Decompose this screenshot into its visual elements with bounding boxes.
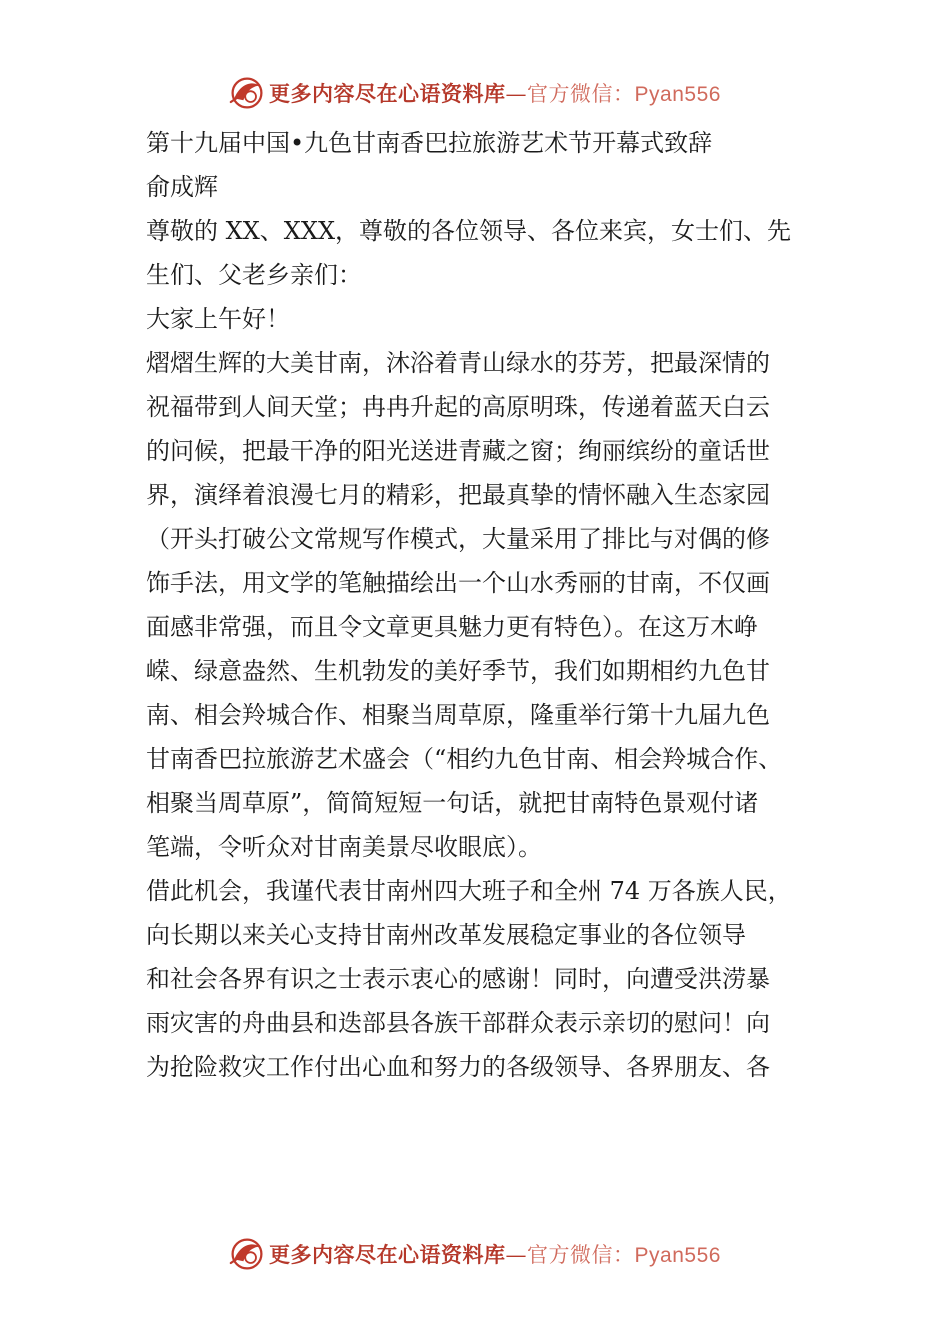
text-line: 嵘、绿意盎然、生机勃发的美好季节，我们如期相约九色甘 bbox=[146, 657, 770, 685]
header-banner-text bbox=[269, 78, 721, 108]
text-line: 笔端，令听众对甘南美景尽收眼底）。 bbox=[146, 833, 542, 861]
text-line: 界，演绎着浪漫七月的精彩，把最真挚的情怀融入生态家园 bbox=[146, 481, 770, 509]
header-wechat-id: Pyan556 bbox=[634, 83, 721, 106]
text-line: 相聚当周草原”，简简短短一句话，就把甘南特色景观付诸 bbox=[146, 789, 759, 817]
text-line: 向长期以来关心支持甘南州改革发展稳定事业的各位领导 bbox=[146, 921, 746, 949]
text-line: 熠熠生辉的大美甘南，沐浴着青山绿水的芬芳，把最深情的 bbox=[146, 349, 770, 377]
text-line: （开头打破公文常规写作模式，大量采用了排比与对偶的修 bbox=[146, 525, 770, 553]
text-line: 甘南香巴拉旅游艺术盛会（“相约九色甘南、相会羚城合作、 bbox=[146, 745, 783, 773]
footer-banner-text bbox=[269, 1239, 721, 1269]
text-line: 南、相会羚城合作、相聚当周草原，隆重举行第十九届九色 bbox=[146, 701, 770, 729]
text-line: 祝福带到人间天堂；冉冉升起的高原明珠，传递着蓝天白云 bbox=[146, 393, 770, 421]
text-line: 的问候，把最干净的阳光送进青藏之窗；绚丽缤纷的童话世 bbox=[146, 437, 770, 465]
document-body bbox=[146, 121, 811, 1089]
header-banner-dash: — bbox=[505, 82, 528, 106]
document-author: 俞成辉 bbox=[146, 173, 218, 201]
text-line: 为抢险救灾工作付出心血和努力的各级领导、各界朋友、各 bbox=[146, 1053, 770, 1081]
brand-logo-icon bbox=[229, 1236, 265, 1272]
text-line: 尊敬的 XX、XXX，尊敬的各位领导、各位来宾，女士们、先 bbox=[146, 217, 792, 245]
document-title: 第十九届中国•九色甘南香巴拉旅游艺术节开幕式致辞 bbox=[146, 129, 713, 157]
text-line: 大家上午好！ bbox=[146, 305, 290, 333]
text-line: 和社会各界有识之士表示衷心的感谢！同时，向遭受洪涝暴 bbox=[146, 965, 770, 993]
header-banner bbox=[0, 71, 950, 115]
text-line: 生们、父老乡亲们： bbox=[146, 261, 362, 289]
brand-logo-icon bbox=[229, 75, 265, 111]
text-line: 雨灾害的舟曲县和迭部县各族干部群众表示亲切的慰问！向 bbox=[146, 1009, 770, 1037]
footer-banner bbox=[0, 1232, 950, 1276]
footer-wechat-label: 官方微信： bbox=[527, 1243, 635, 1267]
footer-banner-main: 更多内容尽在心语资料库 bbox=[269, 1242, 506, 1267]
text-line: 借此机会，我谨代表甘南州四大班子和全州 74 万各族人民， bbox=[146, 877, 792, 905]
header-wechat-label: 官方微信： bbox=[527, 82, 635, 106]
text-line: 饰手法，用文学的笔触描绘出一个山水秀丽的甘南，不仅画 bbox=[146, 569, 770, 597]
text-line: 面感非常强，而且令文章更具魅力更有特色）。在这万木峥 bbox=[146, 613, 758, 641]
footer-wechat-id: Pyan556 bbox=[634, 1244, 721, 1267]
header-banner-main: 更多内容尽在心语资料库 bbox=[269, 81, 506, 106]
footer-banner-dash: — bbox=[505, 1243, 528, 1267]
